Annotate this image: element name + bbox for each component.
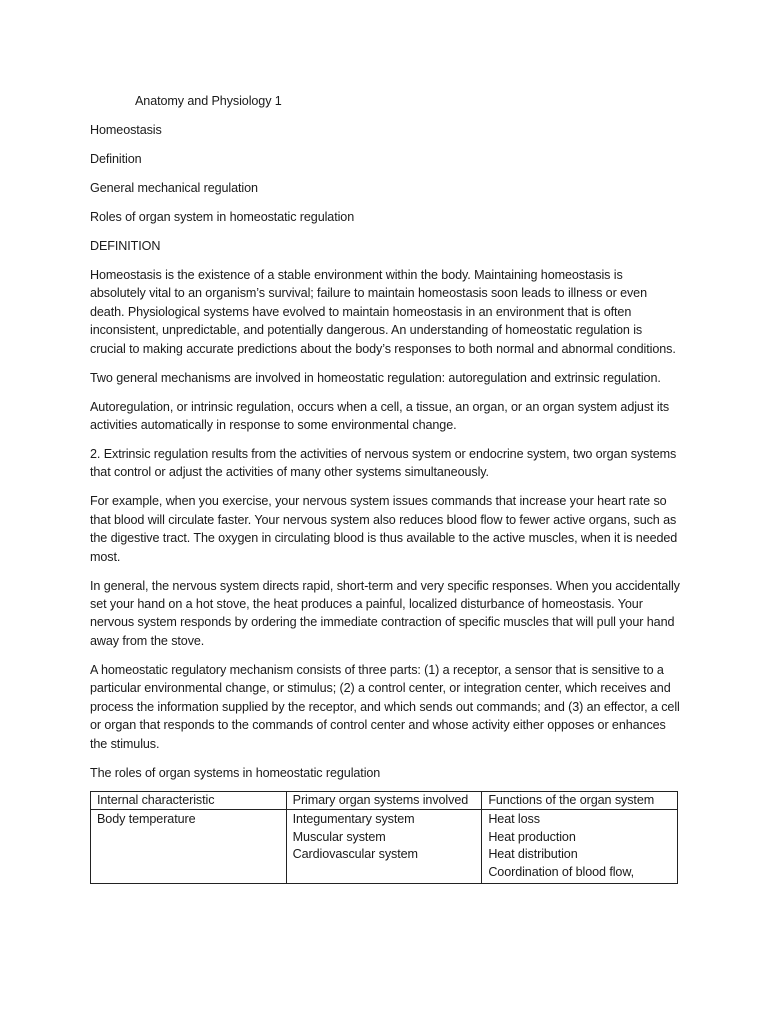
paragraph-two-mechanisms: Two general mechanisms are involved in homeostatic regulation: autoregulation and extrinsic regulation. <box>90 370 661 385</box>
function-item: Heat production <box>488 829 576 844</box>
paragraph-autoregulation: Autoregulation, or intrinsic regulation, occurs when a cell, a tissue, an organ, or an organ system adjust its activities automatically in response to some environmental change. <box>90 399 670 433</box>
function-item: Coordination of blood flow, <box>488 864 635 879</box>
cell-functions <box>482 810 678 884</box>
paragraph-exercise-example: For example, when you exercise, your nervous system issues commands that increase your heart rate so that blood will circulate faster. Your nervous system also reduces blood flow to fewer active organs, such as the digestive tract. The oxygen in circulating blood is thus available to the active muscles, when it is needed most. <box>90 494 678 564</box>
document-body <box>90 92 680 884</box>
section-heading: DEFINITION <box>90 239 161 253</box>
outline-item-general-regulation: General mechanical regulation <box>90 181 258 195</box>
cell-characteristic: Body temperature <box>91 810 287 884</box>
function-item: Heat loss <box>488 812 540 827</box>
header-primary-organ-systems: Primary organ systems involved <box>286 791 482 810</box>
paragraph-homeostasis-definition: Homeostasis is the existence of a stable environment within the body. Maintaining homeostasis is absolutely vital to an organism’s survival; failure to maintain homeostasis soon leads to illness or even death. Physiological systems have evolved to maintain homeostasis in an environment that is often inconsistent, unpredictable, and potentially dangerous. An understanding of homeostatic regulation is crucial to making accurate predictions about the body’s responses to both normal and abnormal conditions. <box>90 268 676 356</box>
table-row <box>91 810 678 884</box>
outline-item-definition: Definition <box>90 152 142 166</box>
organ-systems-table <box>90 791 678 885</box>
paragraph-extrinsic-regulation: 2. Extrinsic regulation results from the activities of nervous system or endocrine system, two organ systems that control or adjust the activities of many other systems simultaneously. <box>90 447 677 480</box>
function-item: Heat distribution <box>488 847 578 862</box>
system-item: Integumentary system <box>292 812 415 827</box>
system-item: Cardiovascular system <box>292 847 418 862</box>
outline-item-homeostasis: Homeostasis <box>90 123 162 137</box>
table-header-row <box>91 791 678 810</box>
table-caption: The roles of organ systems in homeostatic regulation <box>90 765 381 780</box>
paragraph-regulatory-mechanism: A homeostatic regulatory mechanism consists of three parts: (1) a receptor, a sensor that is sensitive to a particular environmental change, or stimulus; (2) a control center, or integration center, which receives and process the information supplied by the receptor, and which sends out commands; and (3) an effector, a cell or organ that responds to the commands of control center and whose activity either opposes or enhances the stimulus. <box>90 662 680 751</box>
header-functions: Functions of the organ system <box>482 791 678 810</box>
document-title: Anatomy and Physiology 1 <box>135 94 282 108</box>
paragraph-nervous-system: In general, the nervous system directs rapid, short-term and very specific responses. When you accidentally set your hand on a hot stove, the heat produces a painful, localized disturbance of homeostasis. Your nervous system responds by ordering the immediate contraction of specific muscles that will pull your hand away from the stove. <box>90 578 680 648</box>
system-item: Muscular system <box>292 829 386 844</box>
outline-item-organ-roles: Roles of organ system in homeostatic regulation <box>90 210 355 224</box>
cell-systems <box>286 810 482 884</box>
header-internal-characteristic: Internal characteristic <box>91 791 287 810</box>
